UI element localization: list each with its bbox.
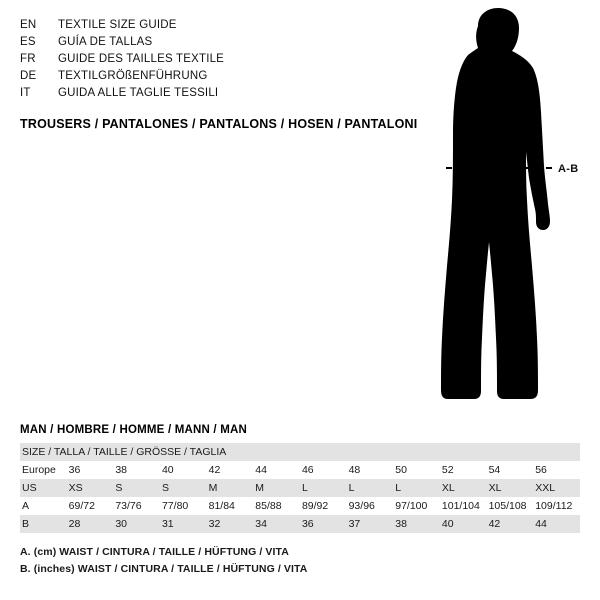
language-code: DE: [20, 70, 37, 82]
table-row: [20, 479, 580, 497]
table-cell: 37: [348, 518, 361, 530]
language-title: GUÍA DE TALLAS: [58, 36, 153, 48]
table-row: [20, 515, 580, 533]
table-cell: 46: [301, 464, 314, 476]
row-label: A: [22, 500, 30, 512]
row-label: SIZE / TALLA / TAILLE / GRÖSSE / TAGLIA: [22, 446, 227, 458]
language-title-list: [20, 18, 224, 103]
man-silhouette-icon: [400, 8, 590, 408]
language-row: [20, 86, 224, 103]
language-title: GUIDA ALLE TAGLIE TESSILI: [58, 87, 219, 99]
table-cell: XL: [488, 482, 502, 494]
table-cell: L: [348, 482, 355, 494]
table-cell: 52: [441, 464, 454, 476]
table-cell: 44: [255, 464, 267, 476]
table-cell: 42: [488, 518, 501, 530]
language-title: TEXTILGRÖßENFÜHRUNG: [58, 70, 208, 82]
category-title: TROUSERS / PANTALONES / PANTALONS / HOSEN / PANTALONI: [20, 117, 418, 131]
table-cell: 77/80: [161, 500, 189, 512]
table-cell: 44: [535, 518, 547, 530]
table-cell: M: [255, 482, 265, 494]
language-row: [20, 35, 224, 52]
language-code: IT: [20, 87, 31, 99]
table-cell: 36: [68, 464, 81, 476]
language-title-list-body: [20, 18, 224, 103]
table-cell: S: [115, 482, 123, 494]
row-label: B: [22, 518, 30, 530]
table-cell: 101/104: [441, 500, 480, 512]
language-row: [20, 52, 224, 69]
table-cell: 73/76: [115, 500, 142, 512]
table-cell: 36: [301, 518, 314, 530]
language-row: [20, 18, 224, 35]
language-row: [20, 69, 224, 86]
table-cell: 48: [348, 464, 361, 476]
table-cell: 32: [208, 518, 221, 530]
table-cell: 40: [441, 518, 454, 530]
table-cell: 42: [208, 464, 221, 476]
table-cell: 30: [115, 518, 127, 530]
table-cell: 40: [161, 464, 174, 476]
table-cell: L: [301, 482, 308, 494]
table-row: [20, 443, 580, 461]
group-title: MAN / HOMBRE / HOMME / MANN / MAN: [20, 424, 248, 436]
size-table-body: [20, 443, 580, 533]
table-cell: 50: [395, 464, 407, 476]
table-cell: 56: [535, 464, 547, 476]
table-row: [20, 497, 580, 515]
measure-label-a-b: A-B: [558, 163, 579, 175]
table-cell: 28: [68, 518, 81, 530]
language-code: ES: [20, 36, 36, 48]
table-cell: 31: [161, 518, 174, 530]
table-cell: 105/108: [488, 500, 527, 512]
size-chart-section: [20, 424, 580, 579]
table-cell: 69/72: [68, 500, 95, 512]
language-code: FR: [20, 53, 36, 65]
note-b: B. (inches) WAIST / CINTURA / TAILLE / HÜFTUNG / VITA: [20, 563, 308, 575]
size-table: [20, 443, 580, 533]
note-a: A. (cm) WAIST / CINTURA / TAILLE / HÜFTUNG / VITA: [20, 546, 289, 558]
figure-illustration: [400, 8, 590, 408]
language-code: EN: [20, 19, 37, 31]
table-cell: XS: [68, 482, 83, 494]
table-cell: 38: [395, 518, 407, 530]
table-cell: S: [161, 482, 169, 494]
table-cell: 34: [255, 518, 267, 530]
table-cell: XXL: [535, 482, 556, 494]
table-cell: L: [395, 482, 402, 494]
table-cell: 93/96: [348, 500, 375, 512]
table-cell: 85/88: [255, 500, 282, 512]
table-cell: M: [208, 482, 218, 494]
table-cell: 54: [488, 464, 501, 476]
table-cell: 109/112: [535, 500, 573, 512]
language-title: TEXTILE SIZE GUIDE: [58, 19, 177, 31]
table-cell: 38: [115, 464, 127, 476]
table-cell: 97/100: [395, 500, 428, 512]
measurement-notes: [20, 545, 580, 577]
row-label: Europe: [22, 464, 56, 476]
table-row: [20, 461, 580, 479]
language-title: GUIDE DES TAILLES TEXTILE: [58, 53, 225, 65]
row-label: US: [22, 482, 37, 494]
table-cell: 81/84: [208, 500, 235, 512]
table-cell: 89/92: [301, 500, 329, 512]
table-cell: XL: [441, 482, 455, 494]
